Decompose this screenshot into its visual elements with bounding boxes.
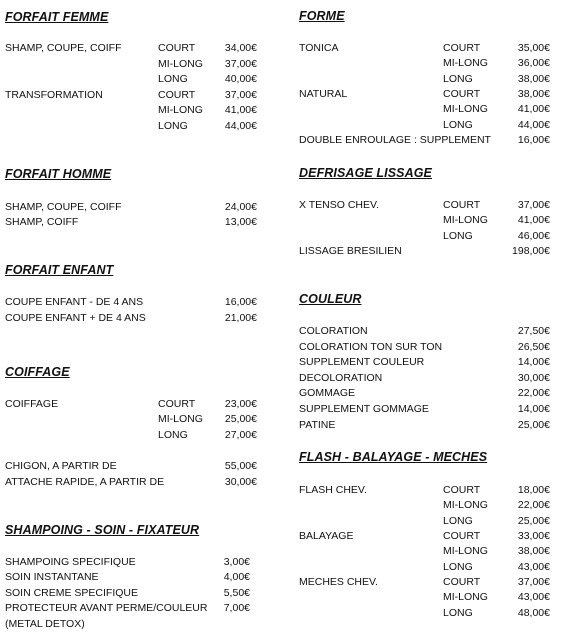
item-label: COLORATION TON SUR TON bbox=[299, 341, 443, 353]
section-title-forfait-femme: FORFAIT FEMME bbox=[5, 10, 109, 24]
item-label: COIFFAGE bbox=[5, 398, 59, 410]
price: 14,00€ bbox=[517, 356, 550, 368]
section-title-coiffage: COIFFAGE bbox=[5, 365, 70, 379]
length-label: MI-LONG bbox=[158, 58, 203, 70]
section-title-forfait-enfant: FORFAIT ENFANT bbox=[5, 263, 114, 277]
item-label: TRANSFORMATION bbox=[5, 89, 103, 101]
price: 41,00€ bbox=[517, 214, 550, 226]
length-label: COURT bbox=[443, 484, 481, 496]
section-title-flash-balayage-meches: FLASH - BALAYAGE - MECHES bbox=[299, 450, 488, 464]
price: 26,50€ bbox=[517, 341, 550, 353]
price: 18,00€ bbox=[517, 484, 550, 496]
length-label: LONG bbox=[443, 119, 473, 131]
price: 38,00€ bbox=[517, 545, 550, 557]
price: 25,00€ bbox=[517, 515, 550, 527]
price: 27,50€ bbox=[517, 325, 550, 337]
item-label: X TENSO CHEV. bbox=[299, 199, 379, 211]
item-label: SOIN CREME SPECIFIQUE bbox=[5, 587, 139, 599]
price: 36,00€ bbox=[517, 57, 550, 69]
price: 16,00€ bbox=[224, 296, 257, 308]
price: 30,00€ bbox=[224, 476, 257, 488]
item-label: FLASH CHEV. bbox=[299, 484, 367, 496]
length-label: LONG bbox=[443, 230, 473, 242]
length-label: MI-LONG bbox=[443, 57, 488, 69]
item-label: GOMMAGE bbox=[299, 387, 356, 399]
price: 37,00€ bbox=[517, 576, 550, 588]
section-title-forfait-homme: FORFAIT HOMME bbox=[5, 167, 112, 181]
price: 13,00€ bbox=[224, 216, 257, 228]
length-label: MI-LONG bbox=[443, 545, 488, 557]
price: 40,00€ bbox=[224, 73, 257, 85]
price: 3,00€ bbox=[223, 556, 250, 568]
price: 41,00€ bbox=[517, 103, 550, 115]
price: 24,00€ bbox=[224, 201, 257, 213]
price: 25,00€ bbox=[517, 419, 550, 431]
price: 46,00€ bbox=[517, 230, 550, 242]
item-label: LISSAGE BRESILIEN bbox=[299, 245, 402, 257]
length-label: LONG bbox=[158, 429, 188, 441]
item-label: SUPPLEMENT COULEUR bbox=[299, 356, 425, 368]
price: 14,00€ bbox=[517, 403, 550, 415]
item-label: PROTECTEUR AVANT PERME/COULEUR bbox=[5, 602, 208, 614]
price: 41,00€ bbox=[224, 104, 257, 116]
section-title-forme: FORME bbox=[299, 9, 345, 23]
length-label: MI-LONG bbox=[443, 103, 488, 115]
item-label: SHAMP, COUPE, COIFF bbox=[5, 42, 122, 54]
item-label: ATTACHE RAPIDE, A PARTIR DE bbox=[5, 476, 165, 488]
length-label: LONG bbox=[158, 120, 188, 132]
section-title-couleur: COULEUR bbox=[299, 292, 362, 306]
price: 38,00€ bbox=[517, 73, 550, 85]
price: 5,50€ bbox=[223, 587, 250, 599]
price: 44,00€ bbox=[224, 120, 257, 132]
item-label: BALAYAGE bbox=[299, 530, 354, 542]
length-label: COURT bbox=[158, 398, 196, 410]
length-label: COURT bbox=[158, 89, 196, 101]
price: 43,00€ bbox=[517, 591, 550, 603]
price: 30,00€ bbox=[517, 372, 550, 384]
item-label: SUPPLEMENT GOMMAGE bbox=[299, 403, 429, 415]
item-label: COLORATION bbox=[299, 325, 368, 337]
price: 37,00€ bbox=[517, 199, 550, 211]
item-label: DOUBLE ENROULAGE : SUPPLEMENT bbox=[299, 134, 491, 146]
length-label: COURT bbox=[443, 42, 481, 54]
price: 34,00€ bbox=[224, 42, 257, 54]
price: 43,00€ bbox=[517, 561, 550, 573]
item-label: NATURAL bbox=[299, 88, 348, 100]
item-label: SHAMP, COUPE, COIFF bbox=[5, 201, 122, 213]
length-label: LONG bbox=[443, 561, 473, 573]
price: 35,00€ bbox=[517, 42, 550, 54]
price: 55,00€ bbox=[224, 460, 257, 472]
item-label: SHAMPOING SPECIFIQUE bbox=[5, 556, 136, 568]
item-label: COUPE ENFANT - DE 4 ANS bbox=[5, 296, 144, 308]
price: 22,00€ bbox=[517, 387, 550, 399]
item-note: (METAL DETOX) bbox=[5, 618, 85, 630]
price: 37,00€ bbox=[224, 58, 257, 70]
item-label: COUPE ENFANT + DE 4 ANS bbox=[5, 312, 146, 324]
price: 198,00€ bbox=[512, 245, 550, 257]
item-label: CHIGON, A PARTIR DE bbox=[5, 460, 117, 472]
length-label: COURT bbox=[158, 42, 196, 54]
length-label: COURT bbox=[443, 530, 481, 542]
price: 44,00€ bbox=[517, 119, 550, 131]
price: 7,00€ bbox=[223, 602, 250, 614]
length-label: MI-LONG bbox=[443, 499, 488, 511]
length-label: MI-LONG bbox=[443, 591, 488, 603]
item-label: TONICA bbox=[299, 42, 339, 54]
item-label: PATINE bbox=[299, 419, 336, 431]
item-label: SOIN INSTANTANE bbox=[5, 571, 99, 583]
length-label: COURT bbox=[443, 199, 481, 211]
item-label: MECHES CHEV. bbox=[299, 576, 378, 588]
length-label: COURT bbox=[443, 576, 481, 588]
price: 21,00€ bbox=[224, 312, 257, 324]
length-label: MI-LONG bbox=[443, 214, 488, 226]
length-label: LONG bbox=[158, 73, 188, 85]
length-label: MI-LONG bbox=[158, 413, 203, 425]
length-label: LONG bbox=[443, 73, 473, 85]
price: 33,00€ bbox=[517, 530, 550, 542]
length-label: MI-LONG bbox=[158, 104, 203, 116]
length-label: LONG bbox=[443, 607, 473, 619]
section-title-shampoing-soin-fixateur: SHAMPOING - SOIN - FIXATEUR bbox=[5, 523, 200, 537]
item-label: DECOLORATION bbox=[299, 372, 383, 384]
price: 38,00€ bbox=[517, 88, 550, 100]
price: 48,00€ bbox=[517, 607, 550, 619]
section-title-defrisage-lissage: DEFRISAGE LISSAGE bbox=[299, 166, 432, 180]
price: 22,00€ bbox=[517, 499, 550, 511]
length-label: COURT bbox=[443, 88, 481, 100]
length-label: LONG bbox=[443, 515, 473, 527]
item-label: SHAMP, COIFF bbox=[5, 216, 79, 228]
price: 27,00€ bbox=[224, 429, 257, 441]
price: 23,00€ bbox=[224, 398, 257, 410]
price: 16,00€ bbox=[517, 134, 550, 146]
price: 25,00€ bbox=[224, 413, 257, 425]
price: 37,00€ bbox=[224, 89, 257, 101]
price: 4,00€ bbox=[223, 571, 250, 583]
